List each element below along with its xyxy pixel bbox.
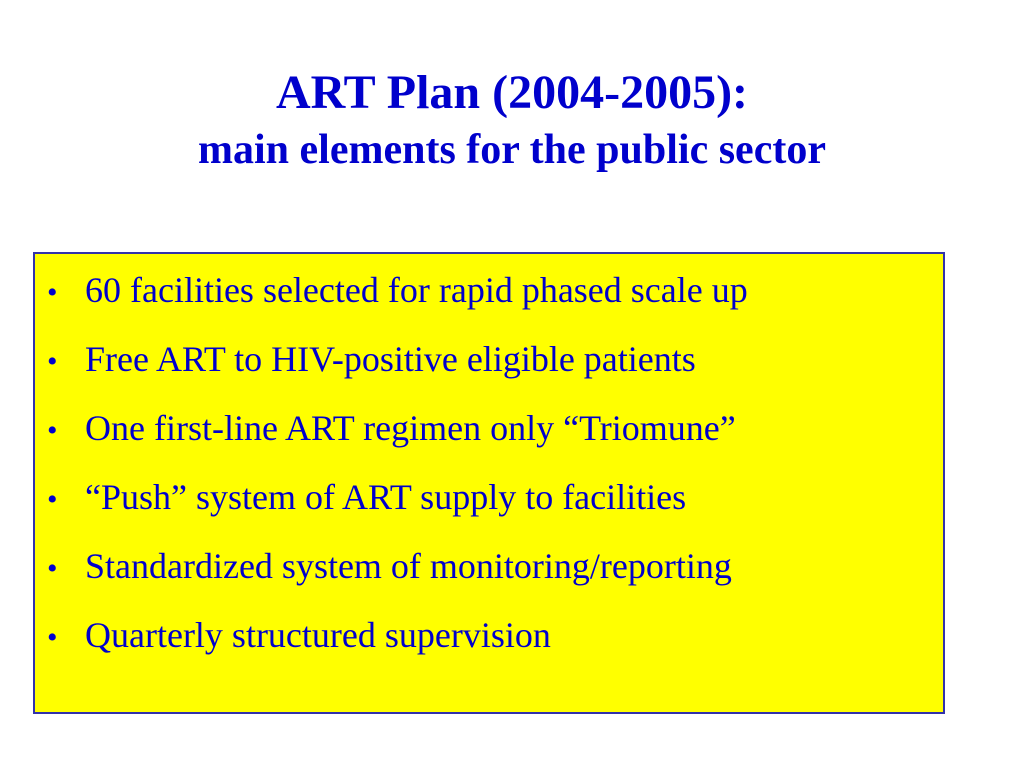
bullet-item — [47, 477, 937, 520]
bullet-text: 60 facilities selected for rapid phased scale up — [85, 270, 748, 310]
bullet-text: One first-line ART regimen only “Triomune” — [85, 408, 736, 448]
slide-subtitle: main elements for the public sector — [198, 127, 826, 173]
bullet-item — [47, 408, 937, 451]
bullet-item — [47, 270, 937, 313]
bullet-icon: • — [47, 621, 58, 654]
bullet-icon: • — [47, 414, 58, 447]
slide-title-block — [0, 62, 1024, 176]
slide-title: ART Plan (2004-2005): — [275, 66, 749, 119]
bullet-item — [47, 546, 937, 589]
bullet-icon: • — [47, 276, 58, 309]
bullet-text: “Push” system of ART supply to facilities — [85, 477, 687, 517]
bullet-item — [47, 339, 937, 382]
bullet-text: Standardized system of monitoring/reporting — [85, 546, 732, 586]
bullet-icon: • — [47, 483, 58, 516]
bullet-box — [33, 252, 945, 714]
bullet-item — [47, 615, 937, 658]
bullet-text: Free ART to HIV-positive eligible patients — [85, 339, 696, 379]
bullet-list — [47, 270, 937, 684]
bullet-text: Quarterly structured supervision — [85, 615, 551, 655]
bullet-icon: • — [47, 345, 58, 378]
bullet-icon: • — [47, 552, 58, 585]
